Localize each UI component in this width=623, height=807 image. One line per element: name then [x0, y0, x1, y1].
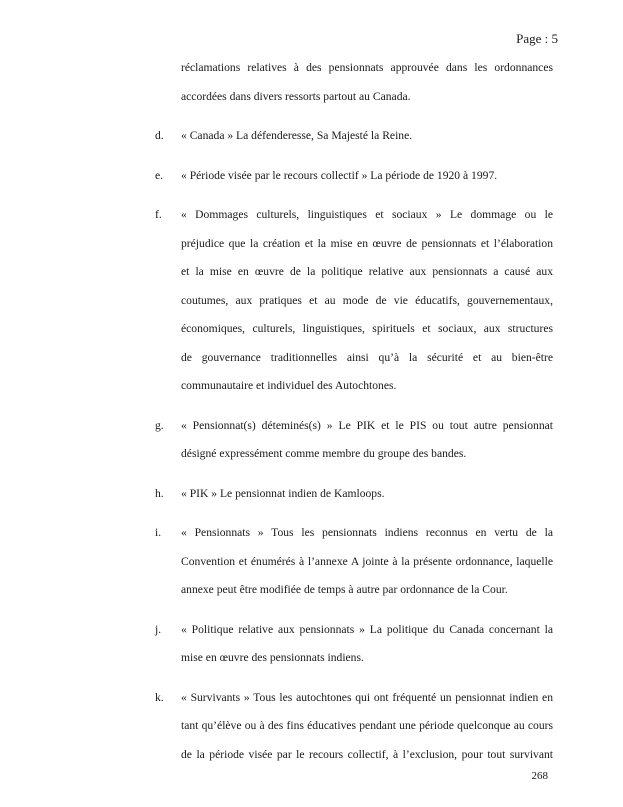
- text-line: réclamations relatives à des pensionnats approuvée dans les ordonnances: [181, 61, 553, 74]
- text-line: « Survivants » Tous les autochtones qui ont fréquenté un pensionnat indien en: [181, 690, 553, 704]
- list-item-letter: e.: [155, 168, 164, 182]
- text-line: coutumes, aux pratiques et au mode de vie éducatifs, gouvernementaux,: [181, 293, 553, 307]
- paragraph-text: [181, 480, 553, 509]
- text-line: « PIK » Le pensionnat indien de Kamloops.: [181, 486, 385, 500]
- list-item-h: [155, 480, 553, 509]
- list-item-letter: j.: [155, 622, 162, 636]
- paragraph-text: [181, 412, 553, 469]
- list-item-d: [155, 122, 553, 151]
- text-line: économiques, culturels, linguistiques, spirituels et sociaux, aux structures: [181, 322, 553, 335]
- list-item-letter: d.: [155, 129, 164, 142]
- list-item-i: [155, 519, 553, 605]
- list-item-k: [155, 684, 553, 770]
- paragraph-text: [181, 122, 553, 151]
- list-item-letter: g.: [155, 418, 164, 432]
- text-line: de gouvernance traditionnelles ainsi qu’à la sécurité et au bien-être: [181, 350, 553, 364]
- page-header: [516, 31, 558, 46]
- text-line: préjudice que la création et la mise en œuvre de pensionnats et l’élaboration: [181, 236, 553, 250]
- paragraph-text: [181, 684, 553, 770]
- page-footer: [532, 770, 549, 783]
- list-item-g: [155, 412, 553, 469]
- paragraph-text: [181, 616, 553, 673]
- list-item-f: [155, 201, 553, 401]
- text-line: de la période visée par le recours collectif, à l’exclusion, pour tout survivant: [181, 747, 553, 761]
- list-item-letter: f.: [155, 208, 162, 221]
- list-item-letter: h.: [155, 486, 164, 500]
- list-item-j: [155, 616, 553, 673]
- text-line: « Période visée par le recours collectif » La période de 1920 à 1997.: [181, 168, 498, 182]
- list-item-letter: i.: [155, 526, 162, 539]
- text-line: et la mise en œuvre de la politique relative aux pensionnats a causé aux: [181, 265, 553, 278]
- text-line: « Pensionnat(s) déteminés(s) » Le PIK et le PIS ou tout autre pensionnat: [181, 418, 553, 432]
- paragraph-text: [181, 201, 553, 401]
- document-body: [155, 54, 553, 769]
- paragraph-text: [181, 162, 553, 191]
- text-line: accordées dans divers ressorts partout au Canada.: [181, 89, 411, 103]
- text-line: « Pensionnats » Tous les pensionnats indiens reconnus en vertu de la: [181, 526, 553, 539]
- text-line: tant qu’élève ou à des fins éducatives pendant une période quelconque au cours: [181, 719, 553, 732]
- text-line: Convention et énumérés à l’annexe A jointe à la présente ordonnance, laquelle: [181, 554, 553, 568]
- page-label: Page : 5: [516, 31, 558, 46]
- list-item-letter: [155, 54, 181, 83]
- text-line: « Canada » La défenderesse, Sa Majesté la Reine.: [181, 129, 413, 142]
- text-line: annexe peut être modifiée de temps à autre par ordonnance de la Cour.: [181, 583, 508, 596]
- text-line: mise en œuvre des pensionnats indiens.: [181, 651, 364, 664]
- text-line: communautaire et individuel des Autochtones.: [181, 379, 397, 392]
- text-line: « Politique relative aux pensionnats » La politique du Canada concernant la: [181, 622, 553, 636]
- page-number: 268: [531, 770, 548, 782]
- paragraph-continuation: [155, 54, 553, 111]
- text-line: désigné expressément comme membre du groupe des bandes.: [181, 447, 467, 460]
- paragraph-text: [181, 54, 553, 111]
- list-item-e: [155, 162, 553, 191]
- paragraph-text: [181, 519, 553, 605]
- text-line: « Dommages culturels, linguistiques et sociaux » Le dommage ou le: [181, 208, 553, 221]
- list-item-letter: k.: [155, 690, 164, 704]
